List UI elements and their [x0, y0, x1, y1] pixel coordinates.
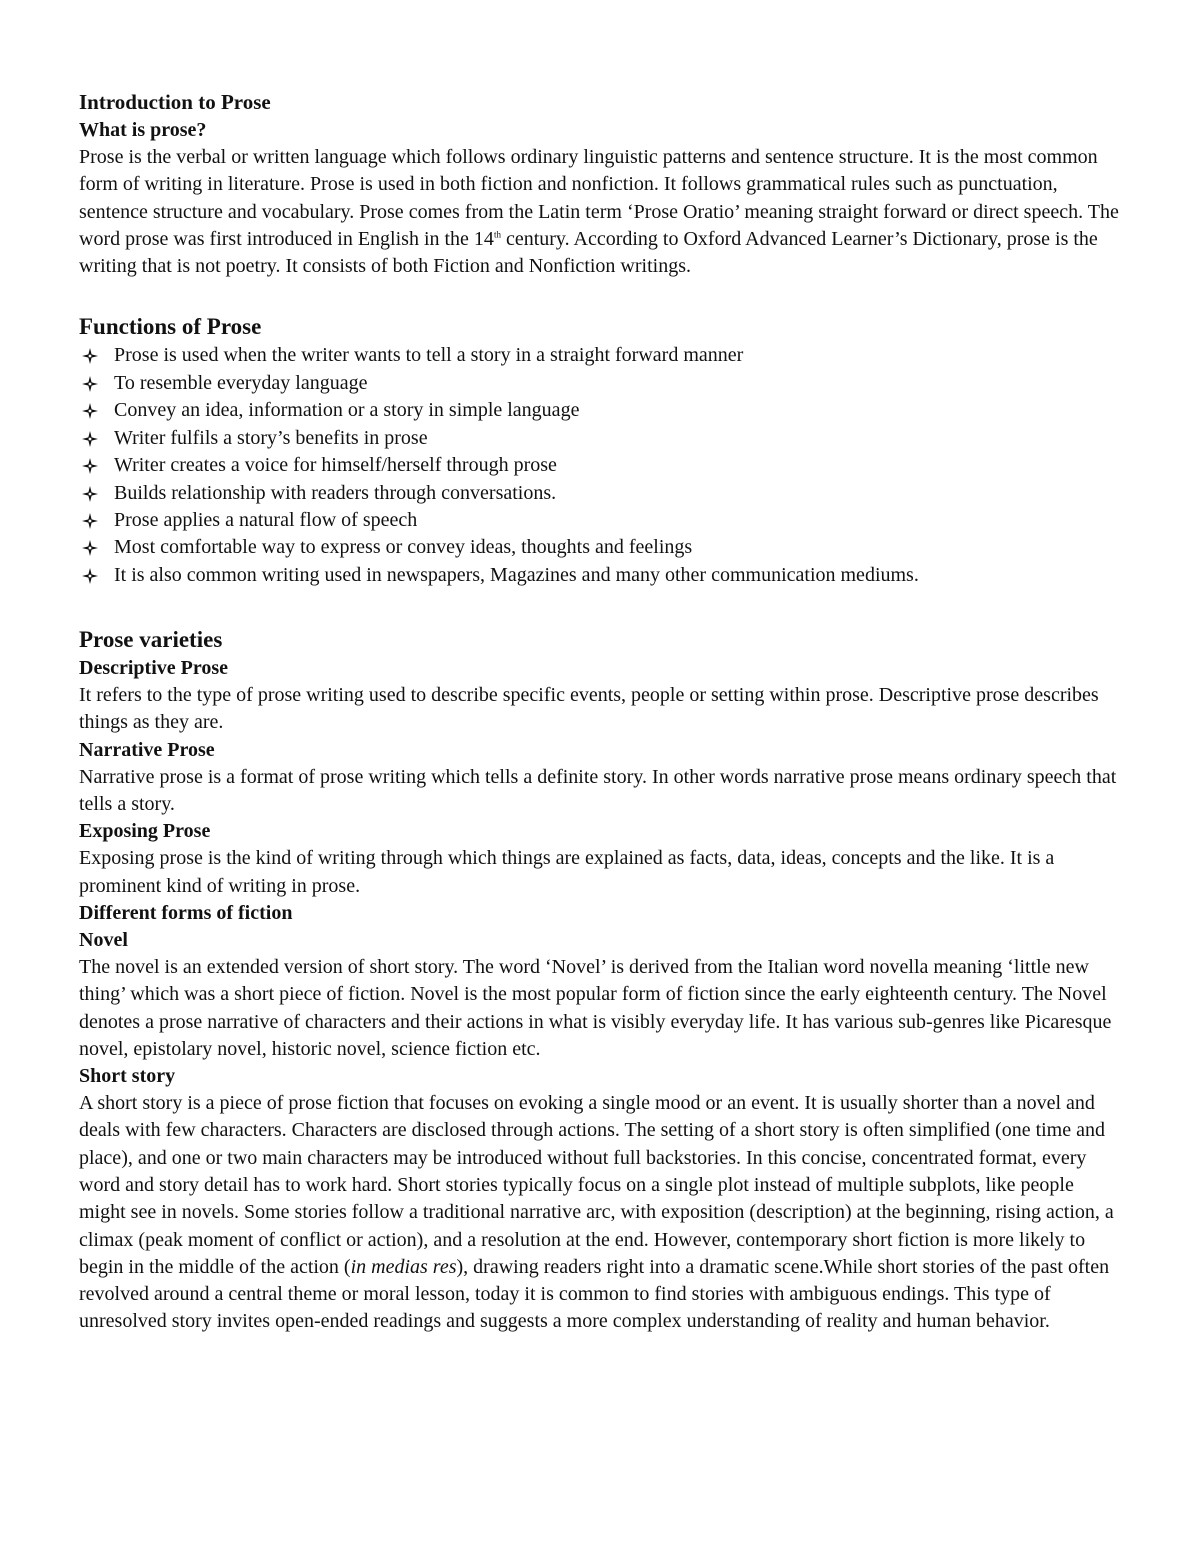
functions-title: Functions of Prose — [79, 314, 262, 340]
four-pointed-star-icon — [82, 376, 98, 392]
functions-list-item-text: Writer fulfils a story’s benefits in prose — [114, 426, 428, 449]
four-pointed-star-icon — [82, 403, 98, 419]
four-pointed-star-icon — [82, 568, 98, 584]
functions-list-item-text: Convey an idea, information or a story in simple language — [114, 399, 580, 422]
novel-heading: Novel — [79, 928, 128, 951]
functions-list — [79, 342, 1120, 589]
short-story-part-a: A short story is a piece of prose fiction that focuses on evoking a single mood or an event. It is usually shorter than a novel and deals with few characters. Characters are disclosed through actions. The setting of a short story is often simplified (one time and place), and one or two main characters may be introduced without full backstories. In this concise, concentrated format, every word and story detail has to work hard. Short stories typically focus on a single plot instead of multiple subplots, like people might see in novels. Some stories follow a traditional narrative arc, with exposition (description) at the beginning, rising action, a climax (peak moment of conflict or action), and a resolution at the end. However, contemporary short fiction is more likely to begin in the middle of the action ( — [79, 1092, 1114, 1278]
four-pointed-star-icon — [82, 348, 98, 364]
functions-list-item — [79, 452, 1120, 479]
descriptive-paragraph: It refers to the type of prose writing used to describe specific events, people or setting within prose. Descriptive prose describes things as they are. — [79, 684, 1099, 734]
four-pointed-star-icon — [82, 458, 98, 474]
intro-question: What is prose? — [79, 119, 207, 141]
narrative-heading: Narrative Prose — [79, 738, 215, 761]
intro-paragraph — [79, 144, 1120, 280]
four-pointed-star-icon — [82, 540, 98, 556]
intro-paragraph-ordinal: th — [493, 229, 501, 240]
novel-paragraph: The novel is an extended version of short story. The word ‘Novel’ is derived from the Italian word novella meaning ‘little new thing’ which was a short piece of fiction. Novel is the most popular form of fiction since the early eighteenth century. The Novel denotes a prose narrative of characters and their actions in what is visibly everyday life. It has various sub-genres like Picaresque novel, epistolary novel, historic novel, science fiction etc. — [79, 955, 1112, 1060]
intro-paragraph-part-a: Prose is the verbal or written language which follows ordinary linguistic patterns and sentence structure. It is the most common form of writing in literature. Prose is used in both fiction and nonfiction. It follows grammatical rules such as punctuation, sentence structure and vocabulary. Prose comes from the Latin term ‘Prose Oratio’ meaning straight forward or direct speech. The word prose was first introduced in English in the 14 — [79, 146, 1119, 250]
functions-list-item-text: Writer creates a voice for himself/herself through prose — [114, 454, 557, 477]
four-pointed-star-icon — [82, 486, 98, 502]
exposing-heading: Exposing Prose — [79, 820, 211, 843]
functions-list-item — [79, 370, 1120, 397]
short-story-italic-phrase: in medias res — [350, 1255, 457, 1278]
functions-list-item-text: Prose is used when the writer wants to tell a story in a straight forward manner — [114, 344, 744, 367]
functions-list-item-text: Most comfortable way to express or convey ideas, thoughts and feelings — [114, 536, 693, 559]
functions-list-item — [79, 342, 1120, 369]
functions-list-item — [79, 562, 1120, 589]
intro-paragraph-part-b: century. According to Oxford Advanced Learner’s Dictionary, prose is the writing that is not poetry. It consists of both Fiction and Nonfiction writings. — [79, 227, 1098, 278]
functions-list-item — [79, 534, 1120, 561]
intro-title: Introduction to Prose — [79, 90, 271, 114]
short-story-heading: Short story — [79, 1065, 176, 1088]
functions-list-item — [79, 397, 1120, 424]
functions-list-item — [79, 507, 1120, 534]
short-story-part-b: ), drawing readers right into a dramatic scene.While short stories of the past often revolved around a central theme or moral lesson, today it is common to find stories with ambiguous endings. This type of unresolved story invites open-ended readings and suggests a more complex understanding of reality and human behavior. — [79, 1255, 1110, 1333]
four-pointed-star-icon — [82, 513, 98, 529]
descriptive-heading: Descriptive Prose — [79, 657, 229, 680]
four-pointed-star-icon — [82, 431, 98, 447]
functions-list-item — [79, 425, 1120, 452]
fiction-forms-heading: Different forms of fiction — [79, 901, 293, 924]
functions-list-item-text: Builds relationship with readers through conversations. — [114, 481, 557, 504]
varieties-title: Prose varieties — [79, 627, 223, 653]
functions-list-item-text: It is also common writing used in newspapers, Magazines and many other communication mediums. — [114, 563, 919, 586]
functions-list-item-text: To resemble everyday language — [114, 371, 368, 394]
functions-section — [79, 312, 1120, 589]
functions-list-item — [79, 480, 1120, 507]
varieties-section — [79, 625, 1120, 1336]
exposing-paragraph: Exposing prose is the kind of writing through which things are explained as facts, data, ideas, concepts and the like. It is a prominent kind of writing in prose. — [79, 847, 1055, 897]
intro-section — [79, 88, 1120, 280]
short-story-paragraph — [79, 1090, 1120, 1336]
narrative-paragraph: Narrative prose is a format of prose writing which tells a definite story. In other words narrative prose means ordinary speech that tells a story. — [79, 765, 1117, 816]
functions-list-item-text: Prose applies a natural flow of speech — [114, 508, 418, 531]
